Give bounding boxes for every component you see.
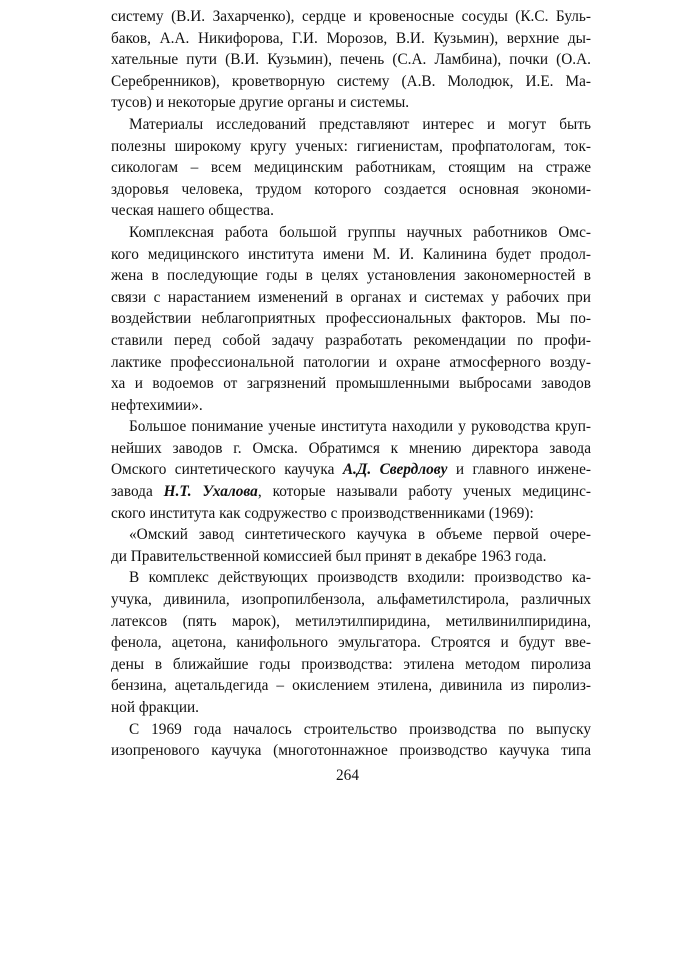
text-line: ставили перед собой задачу разработать рекомендации по профи- (111, 331, 591, 349)
text-line: воздействии неблагоприятных профессиональных факторов. Мы по- (111, 310, 591, 328)
text-line: нефтехимии». (111, 396, 203, 414)
text-line: фенола, ацетона, канифольного эмульгатора. Строятся и будут вве- (111, 634, 591, 652)
text-fragment: и главного инжене- (455, 461, 591, 479)
text-line: ной фракции. (111, 699, 200, 716)
text-line: систему (В.И. Захарченко), сердце и кровеносные сосуды (К.С. Буль- (111, 8, 591, 25)
text-line (111, 481, 591, 503)
person-name: А.Д. Свердлову (342, 461, 448, 479)
paragraph (111, 114, 591, 222)
text-line: ди Правительственной комиссией был принят в декабре 1963 года. (111, 547, 547, 565)
text-fragment: Омского синтетического каучука (111, 461, 335, 479)
text-line: «Омский завод синтетического каучука в объеме первой очере- (129, 526, 591, 544)
text-line: ского института как содружество с производственниками (1969): (111, 504, 534, 522)
text-line: ческая нашего общества. (111, 202, 274, 220)
text-line: связи с нарастанием изменений в органах и системах у рабочих при (111, 288, 591, 306)
text-line: нейших заводов г. Омска. Обратимся к мнению директора завода (111, 439, 591, 457)
text-line: В комплекс действующих производств входили: производство ка- (129, 569, 591, 587)
paragraph (111, 719, 591, 762)
text-fragment: , которые называли работу ученых медицинс- (257, 483, 592, 501)
text-line: латексов (пять марок), метилэтилпиридина, метилвинилпиридина, (111, 612, 591, 630)
body-text (111, 6, 591, 762)
text-line: Большое понимание ученые института находили у руководства круп- (129, 418, 591, 436)
text-line: изопренового каучука (многотоннажное производство каучука типа (111, 742, 591, 760)
text-line: лактике профессиональной патологии и охране атмосферного возду- (111, 353, 591, 371)
text-line: жена в последующие годы в целях установления закономерностей в (111, 267, 591, 285)
text-line: полезны широкому кругу ученых: гигиенистам, профпатологам, ток- (111, 137, 591, 155)
paragraph (111, 222, 591, 416)
paragraph (111, 6, 591, 114)
text-line: кого медицинского института имени М. И. Калинина будет продол- (111, 245, 591, 263)
text-line (111, 459, 591, 481)
text-line: здоровья человека, трудом которого создается основная экономи- (111, 180, 591, 198)
text-line: учука, дивинила, изопропилбензола, альфаметилстирола, различных (111, 591, 591, 609)
text-line: баков, А.А. Никифорова, Г.И. Морозов, В.И. Кузьмин), верхние ды- (111, 29, 591, 47)
text-line: бензина, ацетальдегида – окислением этилена, дивинила из пиролиз- (111, 677, 591, 695)
text-fragment: завода (111, 483, 153, 501)
paragraph (111, 567, 591, 718)
paragraph (111, 416, 591, 524)
text-line: ха и водоемов от загрязнений промышленными выбросами заводов (111, 375, 591, 393)
text-line: Комплексная работа большой группы научных работников Омс- (129, 223, 591, 241)
text-line: С 1969 года началось строительство производства по выпуску (129, 720, 591, 738)
text-line: сикологам – всем медицинским работникам, стоящим на страже (111, 159, 591, 177)
text-line: дены в ближайшие годы производства: этилена методом пиролиза (111, 655, 591, 673)
person-name: Н.Т. Ухалова (163, 483, 258, 501)
page-number: 264 (336, 767, 359, 784)
text-line: хательные пути (В.И. Кузьмин), печень (С.А. Ламбина), почки (О.А. (111, 51, 591, 69)
text-line: Материалы исследований представляют интерес и могут быть (129, 115, 591, 133)
text-line: тусов) и некоторые другие органы и системы. (111, 94, 410, 112)
paragraph (111, 524, 591, 567)
text-line: Серебренников), кроветворную систему (А.В. Молодюк, И.Е. Ма- (111, 72, 591, 90)
